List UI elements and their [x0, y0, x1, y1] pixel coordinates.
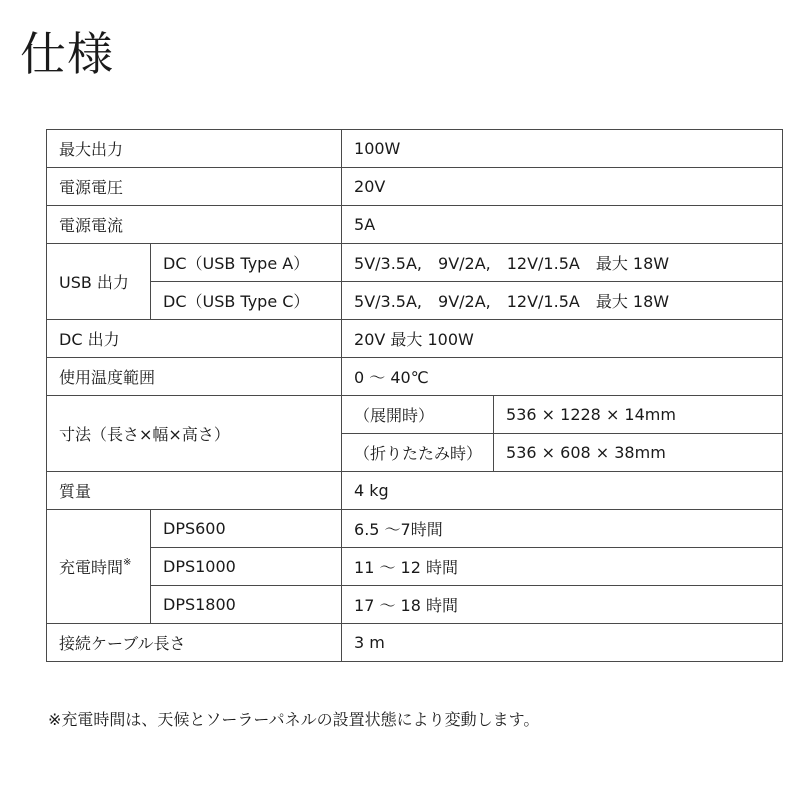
value-dimensions-folded: 536 × 608 × 38mm	[494, 434, 783, 472]
table-row	[47, 358, 783, 396]
row-label-voltage: 電源電圧	[47, 168, 342, 206]
sublabel-usb-type-a: DC（USB Type A）	[151, 244, 342, 282]
row-value-temperature: 0 ～ 40℃	[342, 358, 783, 396]
table-row	[47, 320, 783, 358]
row-label-cable: 接続ケーブル長さ	[47, 624, 342, 662]
table-row	[47, 396, 783, 434]
charge-time-label: 充電時間	[59, 558, 124, 577]
row-label-dimensions: 寸法（長さ×幅×高さ）	[47, 396, 342, 472]
table-row	[47, 168, 783, 206]
footnote: ※充電時間は、天候とソーラーパネルの設置状態により変動します。	[48, 710, 540, 729]
row-value-current: 5A	[342, 206, 783, 244]
sublabel-dimensions-open: （展開時）	[342, 396, 494, 434]
table-row	[47, 510, 783, 548]
table-row	[47, 282, 783, 320]
table-row	[47, 548, 783, 586]
row-label-weight: 質量	[47, 472, 342, 510]
sublabel-dimensions-folded: （折りたたみ時）	[342, 434, 494, 472]
row-label-temperature: 使用温度範囲	[47, 358, 342, 396]
charge-model-dps1000: DPS1000	[151, 548, 342, 586]
row-label-dc-output: DC 出力	[47, 320, 342, 358]
table-row	[47, 624, 783, 662]
row-label-usb: USB 出力	[47, 244, 151, 320]
table-row	[47, 244, 783, 282]
value-usb-type-a: 5V/3.5A, 9V/2A, 12V/1.5A 最大 18W	[342, 244, 783, 282]
page-title: 仕様	[20, 27, 114, 81]
row-label-max-output: 最大出力	[47, 130, 342, 168]
row-label-current: 電源電流	[47, 206, 342, 244]
charge-value-dps1800: 17 ～ 18 時間	[342, 586, 783, 624]
row-value-max-output: 100W	[342, 130, 783, 168]
row-value-weight: 4 kg	[342, 472, 783, 510]
table-row	[47, 206, 783, 244]
footnote-mark: ※	[123, 557, 132, 568]
table-row	[47, 586, 783, 624]
charge-model-dps1800: DPS1800	[151, 586, 342, 624]
value-dimensions-open: 536 × 1228 × 14mm	[494, 396, 783, 434]
charge-value-dps600: 6.5 ～7時間	[342, 510, 783, 548]
charge-model-dps600: DPS600	[151, 510, 342, 548]
charge-value-dps1000: 11 ～ 12 時間	[342, 548, 783, 586]
table-row	[47, 472, 783, 510]
sublabel-usb-type-c: DC（USB Type C）	[151, 282, 342, 320]
row-value-dc-output: 20V 最大 100W	[342, 320, 783, 358]
row-label-charge-time	[47, 510, 151, 624]
spec-table	[46, 129, 783, 662]
table-row	[47, 130, 783, 168]
row-value-cable: 3 m	[342, 624, 783, 662]
value-usb-type-c: 5V/3.5A, 9V/2A, 12V/1.5A 最大 18W	[342, 282, 783, 320]
row-value-voltage: 20V	[342, 168, 783, 206]
